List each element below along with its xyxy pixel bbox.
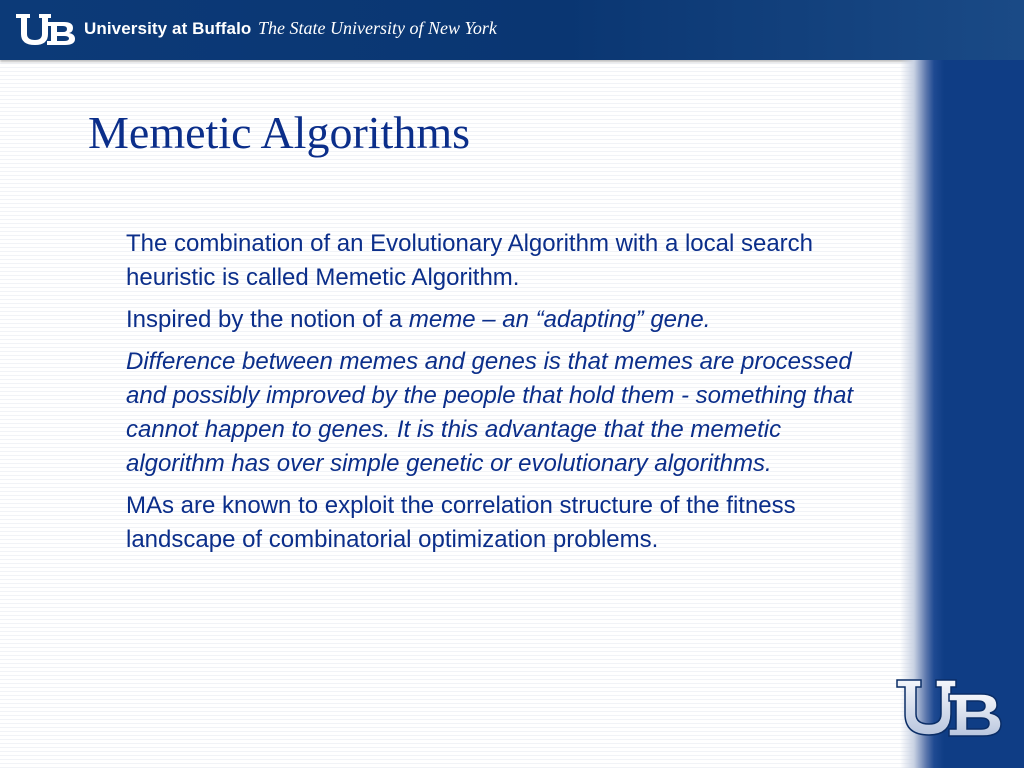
ub-logo-icon [14, 12, 76, 46]
side-decorative-band [900, 60, 1024, 768]
slide-title: Memetic Algorithms [88, 107, 471, 158]
paragraph-difference: Difference between memes and genes is that memes are processed and possibly improved by the people that hold them - something that cannot happen to genes. It is this advantage that the memetic algorithm has over simple genetic or evolutionary algorithms. [126, 348, 854, 477]
ub-corner-logo-icon [893, 676, 1005, 740]
header-university-name: University at Buffalo [84, 19, 252, 38]
paragraph-correlation: MAs are known to exploit the correlation structure of the fitness landscape of combinatorial optimization problems. [126, 492, 796, 553]
slide-body [126, 227, 876, 565]
meme-definition: meme – an “adapting” gene. [408, 306, 711, 333]
inspiration-text: Inspired by the notion of a [126, 306, 409, 333]
paragraph-inspiration [126, 303, 876, 337]
paragraph-definition: The combination of an Evolutionary Algorithm with a local search heuristic is called Memetic Algorithm. [126, 230, 814, 291]
header-bar [0, 0, 1024, 60]
header-tagline: The State University of New York [258, 18, 497, 38]
